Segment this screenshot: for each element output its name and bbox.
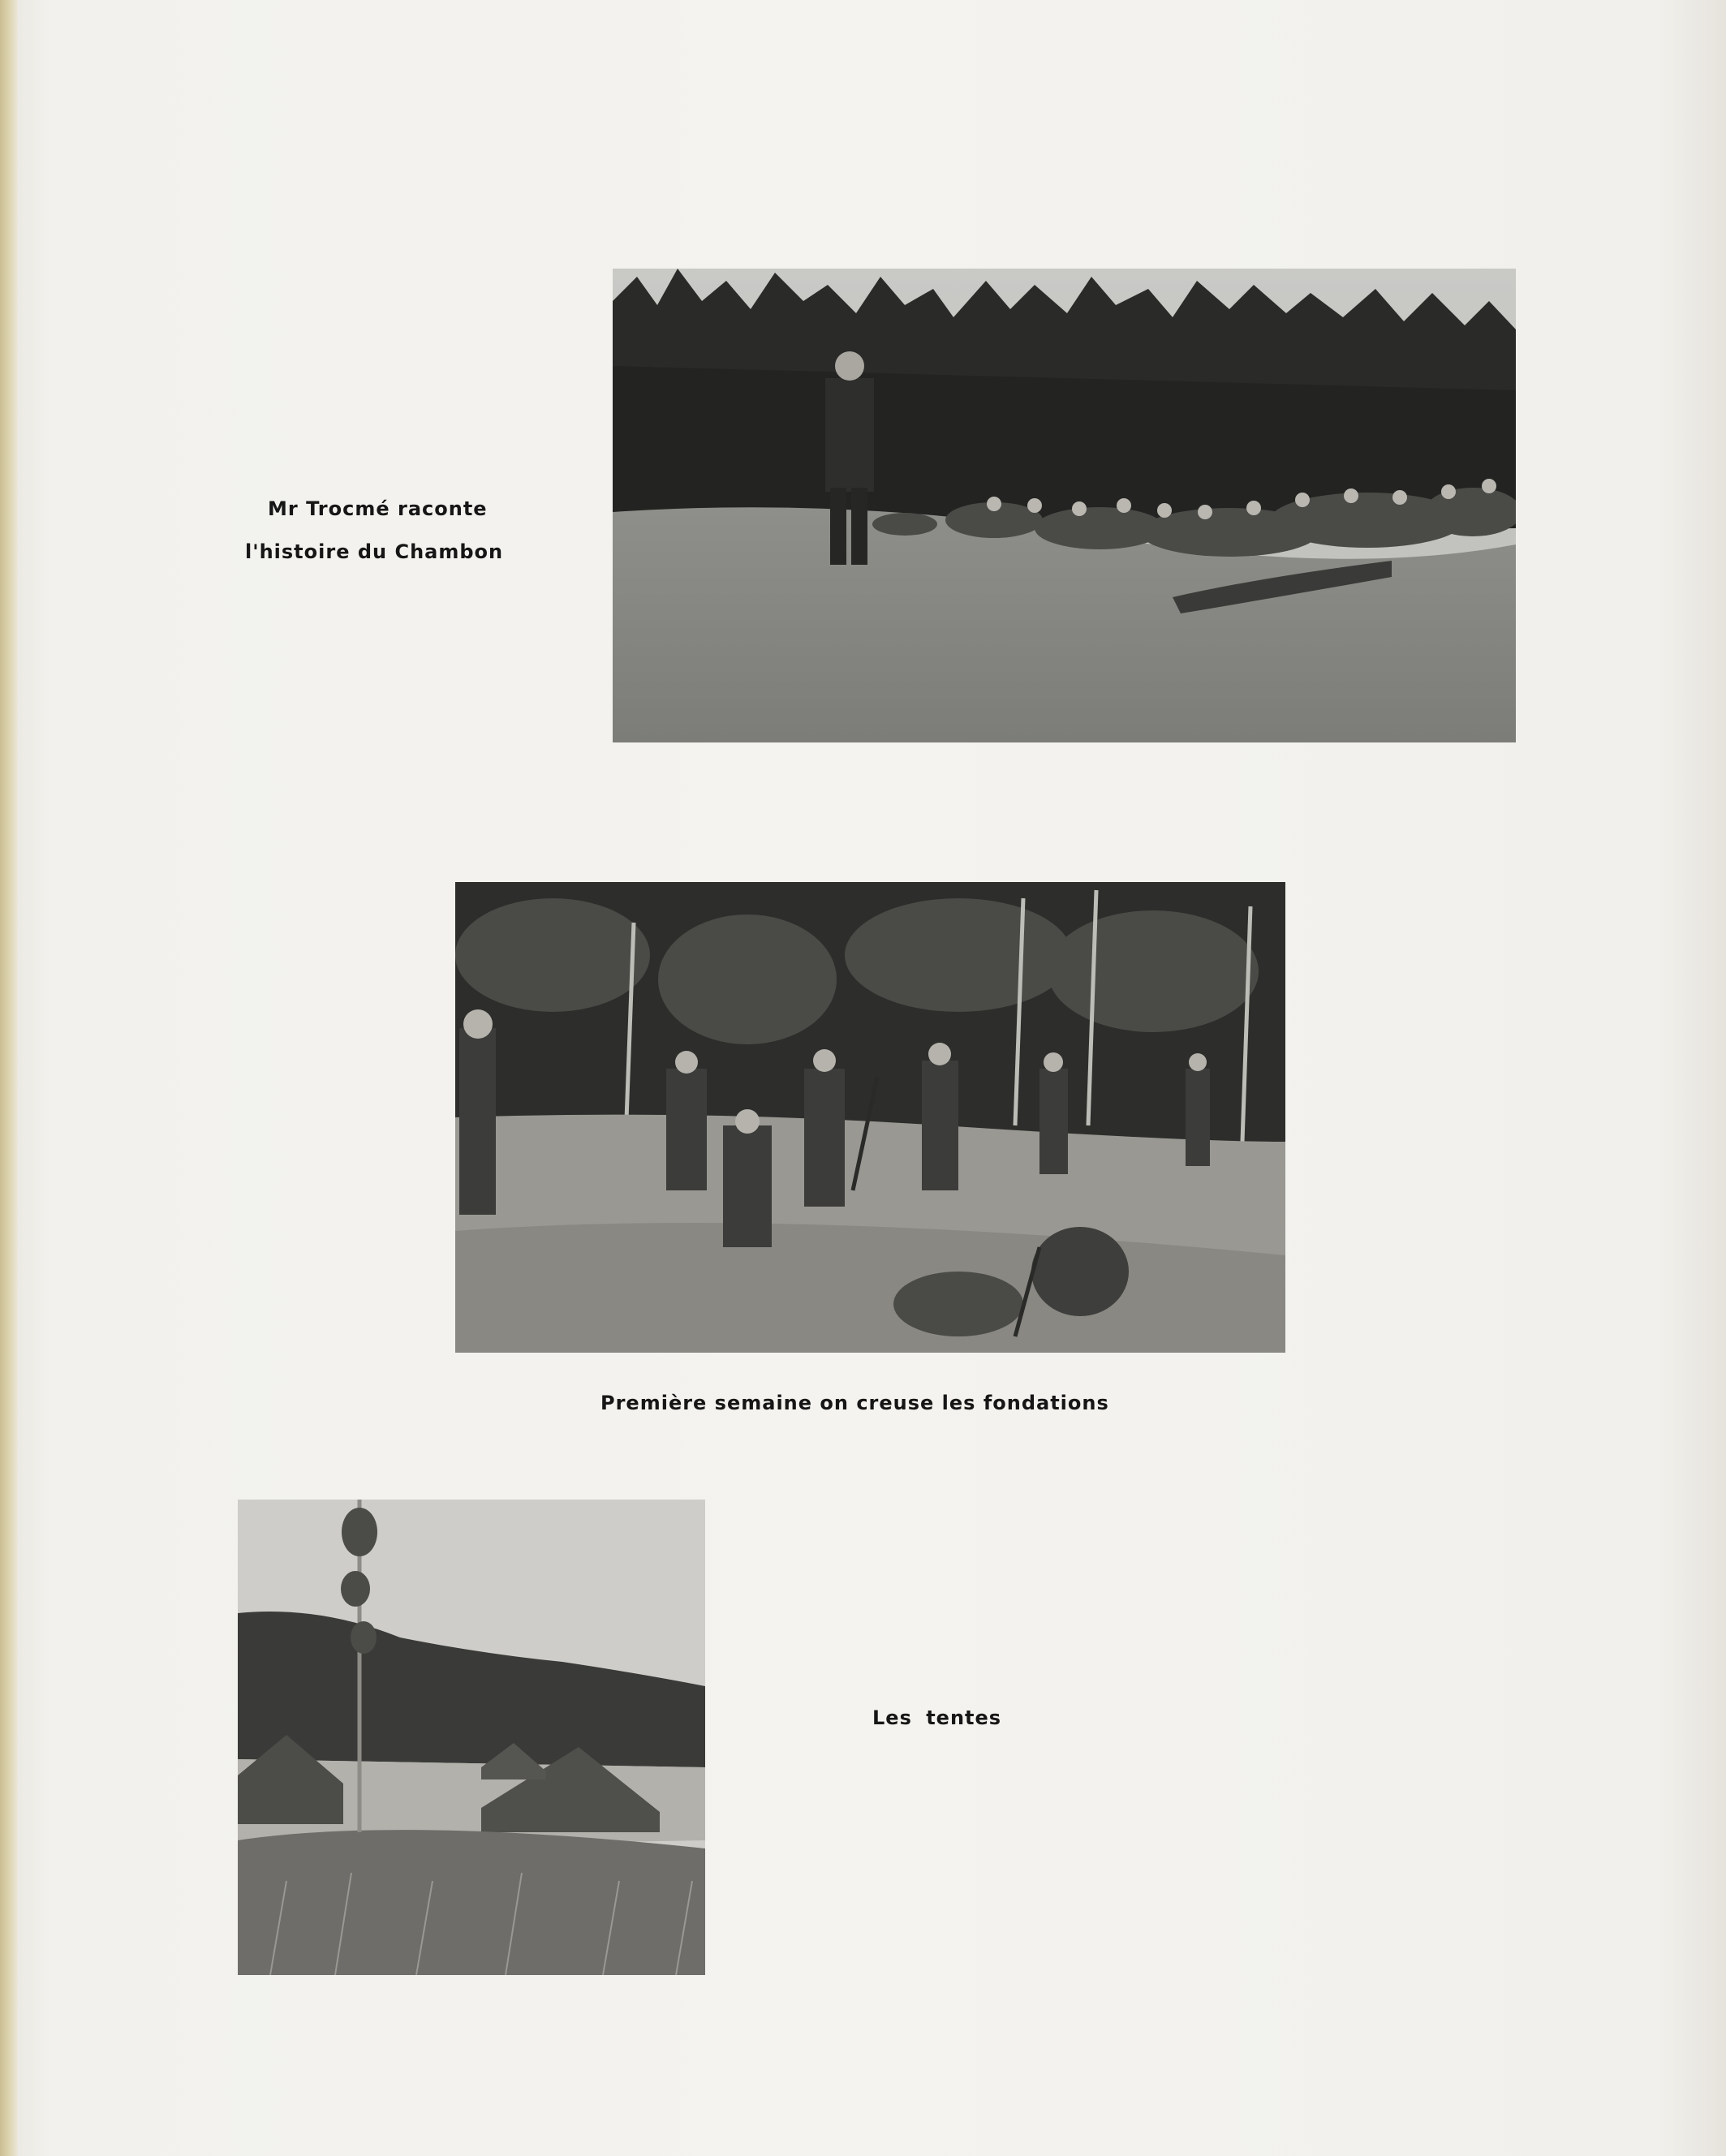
page-binding-edge [0, 0, 18, 2156]
photo-tents [238, 1500, 705, 1975]
photo-digging-foundations [455, 882, 1285, 1353]
photo-trocme-storytelling-image [613, 269, 1516, 742]
photo-digging-foundations-image [455, 882, 1285, 1353]
photo-tents-image [238, 1500, 705, 1975]
caption-photo1-line2: l'histoire du Chambon [245, 540, 504, 563]
photo-trocme-storytelling [613, 269, 1516, 742]
caption-photo3: Les tentes [872, 1706, 1002, 1729]
caption-photo2: Première semaine on creuse les fondations [600, 1392, 1109, 1414]
caption-photo1-line1: Mr Trocmé raconte [268, 497, 488, 520]
